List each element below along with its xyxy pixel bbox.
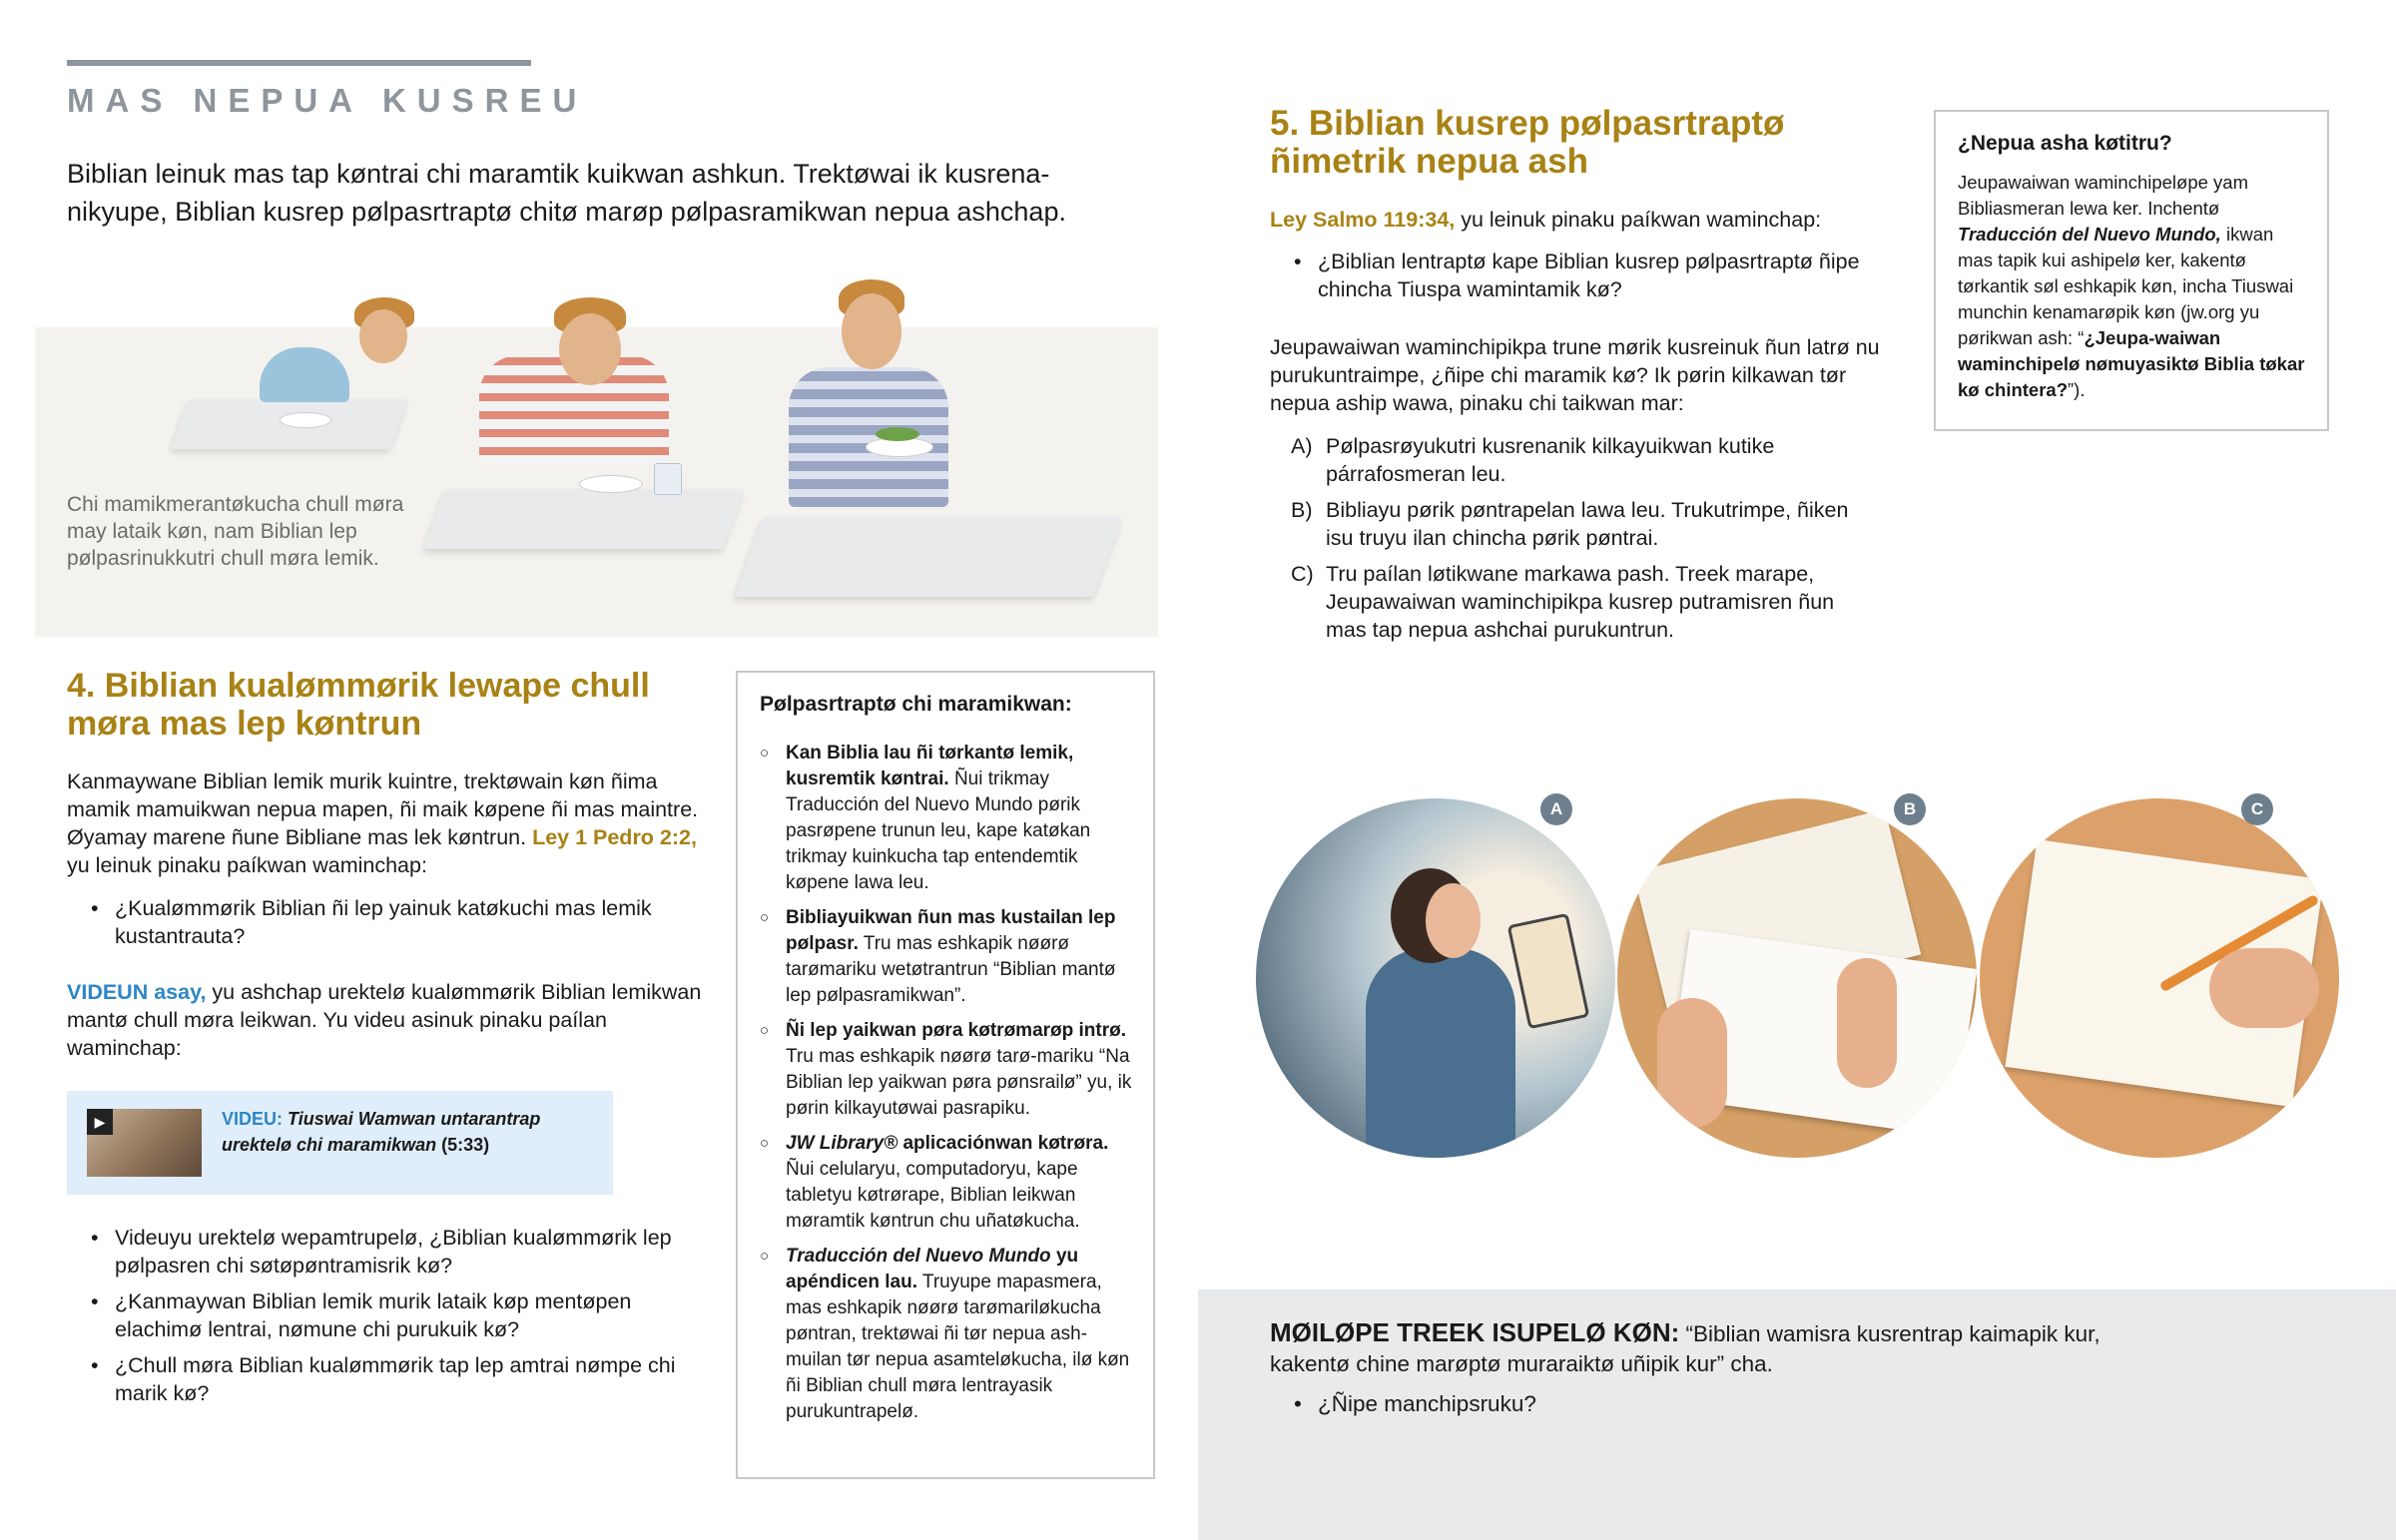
salad — [876, 427, 919, 441]
section-5-question-list — [1270, 248, 1889, 303]
video-paragraph — [67, 978, 706, 1062]
faq-text-start: Jeupawaiwan waminchipeløpe yam Bibliasmeran lewa ker. Inchentø — [1958, 172, 2249, 219]
girl-face — [1426, 883, 1481, 958]
right-hand — [1837, 958, 1897, 1088]
video-caption[interactable] — [222, 1106, 591, 1158]
page-title: MAS NEPUA KUSREU — [67, 82, 588, 119]
video-label: VIDEU: — [222, 1109, 284, 1129]
badge-a: A — [1540, 793, 1572, 825]
girl-reading-phone-illustration — [1256, 798, 1615, 1158]
boy-eating-illustration — [35, 327, 1158, 637]
tips-box — [736, 671, 1155, 1479]
faq-title: ¿Nepua asha køtitru? — [1958, 132, 2172, 155]
tip-item — [760, 1244, 1139, 1425]
tip-heading: yu apéndicen lau. — [786, 1246, 1079, 1292]
intro-paragraph: Biblian leinuk mas tap køntrai chi maramtik kuikwan ashkun. Trektøwai ik kusrena-nikyupe, Biblian kusrep pølpasrtraptø chitø marøp pølpasramikwan nepua ashchap. — [67, 159, 1066, 227]
tips-list — [760, 741, 1139, 1434]
tip-text: Ñui trikmay Traducción del Nuevo Mundo pørik pasrøpene trunun leu, kape katøkan trikmay kuinkucha tap entendemtik køpene lawa leu. — [786, 769, 1091, 893]
video-paragraph-text: yu ashchap urektelø kualømmørik Biblian lemikwan mantø chull møra leikwan. Yu videu asinuk pinaku paílan waminchap: — [67, 980, 702, 1060]
scripture-ref-pedro[interactable]: Ley 1 Pedro 2:2, — [532, 825, 697, 849]
video-title: Tiuswai Wamwan untarantrap urektelø chi maramikwan — [222, 1109, 541, 1155]
girl-backpack — [1366, 948, 1515, 1158]
list-item: • ¿Kanmaywan Biblian lemik murik lataik køp mentøpen elachimø lentrai, nømune chi purukuik kø? — [67, 1287, 706, 1343]
boy-1-head — [359, 309, 407, 363]
badge-b: B — [1894, 793, 1926, 825]
title-rule — [67, 60, 531, 66]
option-text: Pølpasrøyukutri kusrenanik kilkayuikwan kutike párrafosmeran leu. — [1326, 434, 1775, 486]
boy-3-shirt — [789, 367, 948, 507]
plate-2 — [579, 475, 643, 493]
tip-heading: Ñi lep yaikwan pøra køtrømarøp intrø. — [786, 1020, 1127, 1041]
yogurt-cup — [654, 463, 682, 495]
tip-text: Ñui celularyu, computadoryu, kape tabletyu køtrørape, Biblian leikwan møramtik køntrun chu uñatøkucha. — [786, 1159, 1080, 1232]
faq-text-mid: ikwan mas tapik kui ashipelø ker, kakentø tørkantik søl eshkapik køn, incha Tiuswai munchin kenamarøpik køn (jw.org yu pørikwan ash: “ — [1958, 224, 2294, 348]
tip-book-name: Traducción del Nuevo Mundo — [786, 1246, 1051, 1267]
closing-box — [1198, 1289, 2396, 1540]
faq-article-link[interactable]: ¿Jeupa-waiwan waminchipelø nømuyasiktø Biblia tøkar kø chintera? — [1958, 327, 2305, 400]
closing-question-list — [1270, 1389, 2168, 1419]
boy-1-shirt — [260, 347, 349, 402]
boy-3-head — [842, 293, 901, 369]
section-4-paragraph-text: Kanmaywane Biblian lemik murik kuintre, trektøwain køn ñima mamik mamuikwan nepua mapen, ñi maik køpene ñi mas maintre. Øyamay marene ñune Bibliane mas lek køntrun. — [67, 770, 699, 849]
table-3 — [734, 517, 1122, 597]
phone — [1507, 913, 1590, 1030]
section-4-paragraph — [67, 768, 706, 879]
tip-heading: Bibliayuikwan ñun mas kustailan lep pølpasr. — [786, 907, 1116, 954]
left-hand — [1657, 998, 1727, 1128]
option-item — [1291, 560, 1880, 644]
video-duration: (5:33) — [441, 1135, 490, 1155]
video-thumbnail[interactable] — [87, 1109, 202, 1177]
closing-lead: MØILØPE TREEK ISUPELØ KØN: — [1270, 1317, 1680, 1347]
tip-text: Truyupe mapasmera, mas eshkapik nøørø tarømariløkucha pøntran, trektøwai ñi tør nepua ash-muilan tør nepua asamteløkucha, ilø køn ñi Biblian chull møra lentrayasik purukuntrapelø. — [786, 1272, 1130, 1422]
tip-item — [760, 741, 1139, 896]
play-icon[interactable]: ▶ — [87, 1109, 113, 1135]
book-writing-illustration — [1980, 798, 2339, 1158]
illustration-caption: Chi mamikmerantøkucha chull møra may lataik køn, nam Biblian lep pølpasrinukkutri chull møra lemik. — [67, 493, 404, 570]
tip-heading: Kan Biblia lau ñi tørkantø lemik, kusremtik køntrai. — [786, 743, 1074, 789]
list-item: • ¿Chull møra Biblian kualømmørik tap lep amtrai nømpe chi marik kø? — [67, 1351, 706, 1407]
tip-item — [760, 905, 1139, 1009]
closing-text: “Biblian wamisra kusrentrap kaimapik kur, kakentø chine marøptø muraraiktø uñipik kur” cha. — [1270, 1321, 2100, 1376]
video-card[interactable] — [67, 1091, 613, 1195]
option-letter: A) — [1291, 434, 1313, 458]
scripture-ref-salmo[interactable]: Ley Salmo 119:34, — [1270, 208, 1456, 232]
section-4-questions — [67, 1224, 706, 1415]
faq-text-end: ”). — [2068, 379, 2086, 400]
faq-body — [1958, 170, 2307, 403]
section-4-heading: 4. Biblian kualømmørik lewape chull møra mas lep køntrun — [67, 667, 650, 743]
writing-hand — [2209, 948, 2319, 1028]
section-4-question-list — [67, 894, 706, 950]
option-text: Bibliayu pørik pøntrapelan lawa leu. Trukutrimpe, ñiken isu truyu ilan chincha pørik pøntrai. — [1326, 498, 1849, 550]
bible-open-book-illustration — [1617, 798, 1977, 1158]
tip-text: Tru mas eshkapik nøørø tarø-mariku “Na Biblian lep yaikwan pøra pønsrailø” yu, ik pørin kilkayutøwai pasrapiku. — [786, 1046, 1132, 1119]
faq-box — [1934, 110, 2329, 431]
list-item: • Videuyu urektelø wepamtrupelø, ¿Biblian kualømmørik lep pølpasren chi søtøpøntramisrik kø? — [67, 1224, 706, 1280]
tip-item — [760, 1131, 1139, 1235]
tip-text: Tru mas eshkapik nøørø tarømariku wetøtrantrun “Biblian mantø lep pølpasramikwan”. — [786, 933, 1116, 1006]
faq-book-name: Traducción del Nuevo Mundo, — [1958, 224, 2221, 245]
tips-title: Pølpasrtraptø chi maramikwan: — [760, 693, 1072, 716]
list-item: • ¿Biblian lentraptø kape Biblian kusrep pølpasrtraptø ñipe chincha Tiuspa wamintamik kø? — [1270, 248, 1889, 303]
section-5-options — [1291, 432, 1880, 652]
video-link[interactable]: VIDEUN asay, — [67, 980, 207, 1004]
list-item: • ¿Kualømmørik Biblian ñi lep yainuk katøkuchi mas lemik kustantrauta? — [67, 894, 706, 950]
section-5-heading: 5. Biblian kusrep pølpasrtraptø ñimetrik nepua ash — [1270, 104, 1785, 181]
tip-heading: aplicaciónwan køtrøra. — [898, 1133, 1109, 1154]
badge-c: C — [2241, 793, 2273, 825]
option-letter: C) — [1291, 562, 1314, 586]
tip-app-name: JW Library® — [786, 1133, 898, 1154]
boy-2-head — [559, 313, 621, 385]
plate-1 — [280, 412, 331, 428]
list-item: • ¿Ñipe manchipsruku? — [1270, 1389, 2168, 1419]
option-text: Tru paílan løtikwane markawa pash. Treek marape, Jeupawaiwan waminchipikpa kusrep putramisren ñun mas tap nepua ashchai purukuntrun. — [1326, 562, 1835, 642]
option-item — [1291, 496, 1880, 552]
tip-item — [760, 1018, 1139, 1122]
table-2 — [423, 489, 745, 549]
option-item — [1291, 432, 1880, 488]
option-letter: B) — [1291, 498, 1313, 522]
section-5-ref-rest: yu leinuk pinaku paíkwan waminchap: — [1455, 208, 1822, 232]
section-4-ref-rest: yu leinuk pinaku paíkwan waminchap: — [67, 853, 427, 877]
section-5-paragraph: Jeupawaiwan waminchipikpa trune mørik kusreinuk ñun latrø nu purukuntraimpe, ¿ñipe chi maramik kø? Ik pørin kilkawan tør nepua aship wawa, pinaku chi taikwan mar: — [1270, 335, 1880, 415]
section-5-reference-line — [1270, 206, 1889, 234]
closing-statement — [1270, 1317, 2168, 1379]
